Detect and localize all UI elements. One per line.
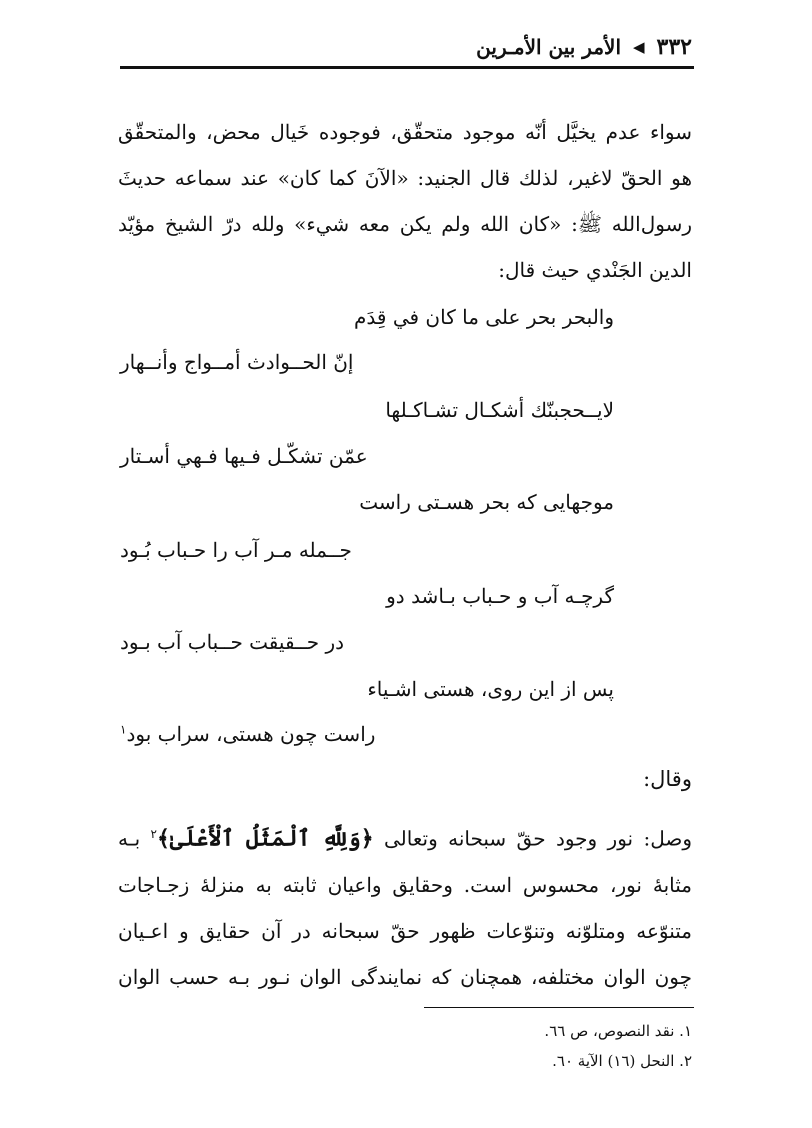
paragraph-line: متنوّعه ومتلوّنه وتنوّعات ظهور حقّ سبحانه در آن حقايق و اعـيان — [118, 918, 692, 943]
paragraph-text: بـه — [118, 826, 141, 851]
paragraph-line: مثابۀ نور، محسوس است. وحقايق واعيان ثابته به منزلۀ زجـاجات — [118, 872, 692, 897]
paragraph-text: وصل: نور وجود حقّ سبحانه وتعالى — [384, 826, 692, 851]
verse-hemistich-right: لايــحجبنّك أشكـال تشـاكـلها — [385, 398, 614, 422]
paragraph-line: سواء عدم يخيَّل أنّه موجود متحقّق، فوجوده خَيال محض، والمتحقّق — [118, 120, 692, 144]
paragraph-1 — [118, 113, 692, 289]
page-header — [102, 30, 692, 64]
footnote: ١. نقد النصوص، ص ٦٦. — [544, 1022, 692, 1040]
verse-text: راست چون هستى، سراب بود — [126, 722, 376, 746]
verse-hemistich-right: گرچـه آب و حـباب بـاشد دو — [386, 584, 614, 608]
arrow-icon: ◀ — [633, 38, 645, 56]
quran-verse: ﴿وَلِلَّهِ ٱلْمَثَلُ ٱلْأَعْلَىٰ﴾ — [156, 825, 374, 852]
paragraph-line-first — [118, 815, 692, 858]
footnote-marker: ٢ — [150, 827, 157, 841]
verse-hemistich-right: والبحر بحر على ما كان في قِدَم — [354, 305, 614, 329]
verse-hemistich-left: جــمله مـر آب را حـباب بُـود — [120, 538, 352, 562]
paragraph-line: چون الوان مختلفه، همچنان كه نمايندگى الوان نـور بـه حسب الوان — [118, 964, 692, 989]
verse-hemistich-left: در حــقيقت حــباب آب بـود — [120, 630, 345, 654]
paragraph-line: رسول‌الله ﷺ: «كان الله ولم يكن معه شيء» ولله درّ الشيخ مؤيّد — [118, 212, 692, 236]
paragraph-2 — [118, 815, 692, 996]
page-number: ٣٣٢ — [656, 34, 692, 60]
paragraph-line: الدين الجَنْدي حيث قال: — [498, 258, 692, 282]
footnote: ٢. النحل (١٦) الآية ٦٠. — [552, 1052, 692, 1070]
footnote-marker: ١ — [120, 722, 127, 737]
header-rule — [120, 66, 694, 69]
verse-hemistich-right: موجهايى كه بحر هسـتى راست — [359, 490, 614, 514]
verse-hemistich-left: عمّن تشكّـل فـيها فـهي أسـتار — [120, 444, 368, 468]
verse-hemistich-left — [120, 722, 375, 746]
verse-hemistich-right: پس از اين روى، هستى اشـياء — [367, 677, 614, 701]
wa-qal-label: وقال: — [643, 767, 692, 791]
paragraph-line: هو الحقّ لاغير، لذلك قال الجنيد: «الآنَ كما كان» عند سماعه حديثَ — [118, 166, 692, 190]
footnote-rule — [424, 1007, 694, 1008]
running-title: الأمر بين الأمـرين — [476, 35, 621, 59]
verse-hemistich-left: إنّ الحــوادث أمــواج وأنــهار — [120, 350, 354, 374]
